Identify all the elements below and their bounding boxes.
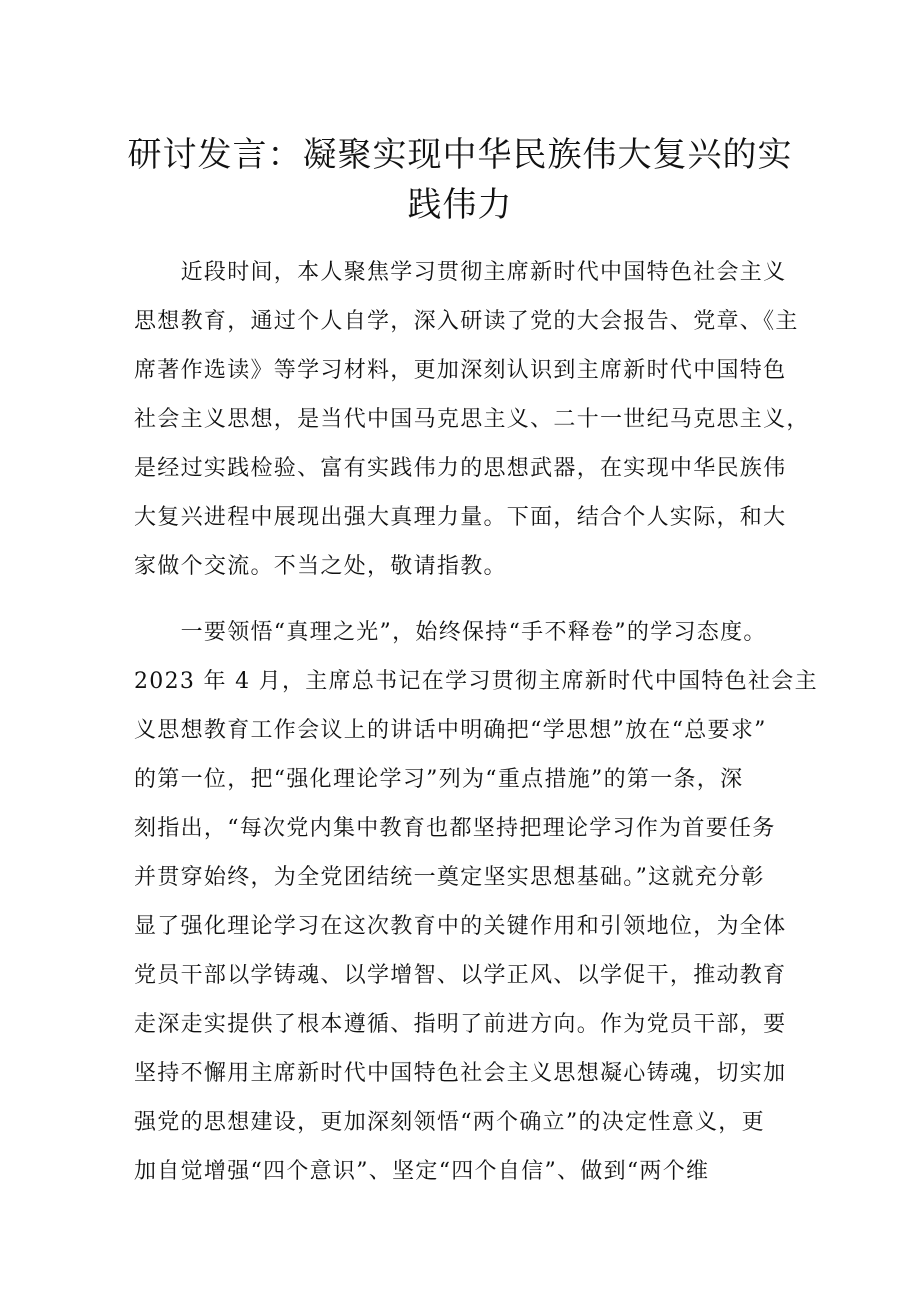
paragraph-point-one <box>134 608 818 1196</box>
text-line: 一要领悟“真理之光”，始终保持“手不释卷”的学习态度。 <box>134 620 767 645</box>
text-line: 家做个交流。不当之处，敬请指教。 <box>134 554 507 579</box>
document-title <box>120 130 800 230</box>
text-line: 2023 年 4 月，主席总书记在学习贯彻主席新时代中国特色社会主 <box>134 669 818 694</box>
text-line: 显了强化理论学习在这次教育中的关键作用和引领地位，为全体 <box>134 914 787 939</box>
text-line: 强党的思想建设，更加深刻领悟“两个确立”的决定性意义，更 <box>134 1110 765 1135</box>
text-line: 近段时间，本人聚焦学习贯彻主席新时代中国特色社会主义 <box>134 260 787 285</box>
text-line: 走深走实提供了根本遵循、指明了前进方向。作为党员干部，要 <box>134 1012 787 1037</box>
text-line: 大复兴进程中展现出强大真理力量。下面，结合个人实际，和大 <box>134 505 787 530</box>
text-line: 席著作选读》等学习材料，更加深刻认识到主席新时代中国特色 <box>134 358 787 383</box>
text-line: 刻指出，“每次党内集中教育也都坚持把理论学习作为首要任务 <box>134 816 776 841</box>
text-line: 的第一位，把“强化理论学习”列为“重点措施”的第一条，深 <box>134 767 744 792</box>
text-line: 党员干部以学铸魂、以学增智、以学正风、以学促干，推动教育 <box>134 963 787 988</box>
text-line: 坚持不懈用主席新时代中国特色社会主义思想凝心铸魂，切实加 <box>134 1061 787 1086</box>
title-line: 践伟力 <box>407 185 513 225</box>
text-line: 并贯穿始终，为全党团结统一奠定坚实思想基础。”这就充分彰 <box>134 865 765 890</box>
text-line: 是经过实践检验、富有实践伟力的思想武器，在实现中华民族伟 <box>134 456 787 481</box>
paragraph-intro <box>134 248 810 591</box>
text-line: 思想教育，通过个人自学，深入研读了党的大会报告、党章、《主 <box>134 309 799 334</box>
text-line: 社会主义思想，是当代中国马克思主义、二十一世纪马克思主义， <box>134 407 810 432</box>
title-line: 研讨发言：凝聚实现中华民族伟大复兴的实 <box>127 135 793 175</box>
text-line: 义思想教育工作会议上的讲话中明确把“学思想”放在“总要求” <box>134 718 767 743</box>
text-line: 加自觉增强“四个意识”、坚定“四个自信”、做到“两个维 <box>134 1159 710 1184</box>
